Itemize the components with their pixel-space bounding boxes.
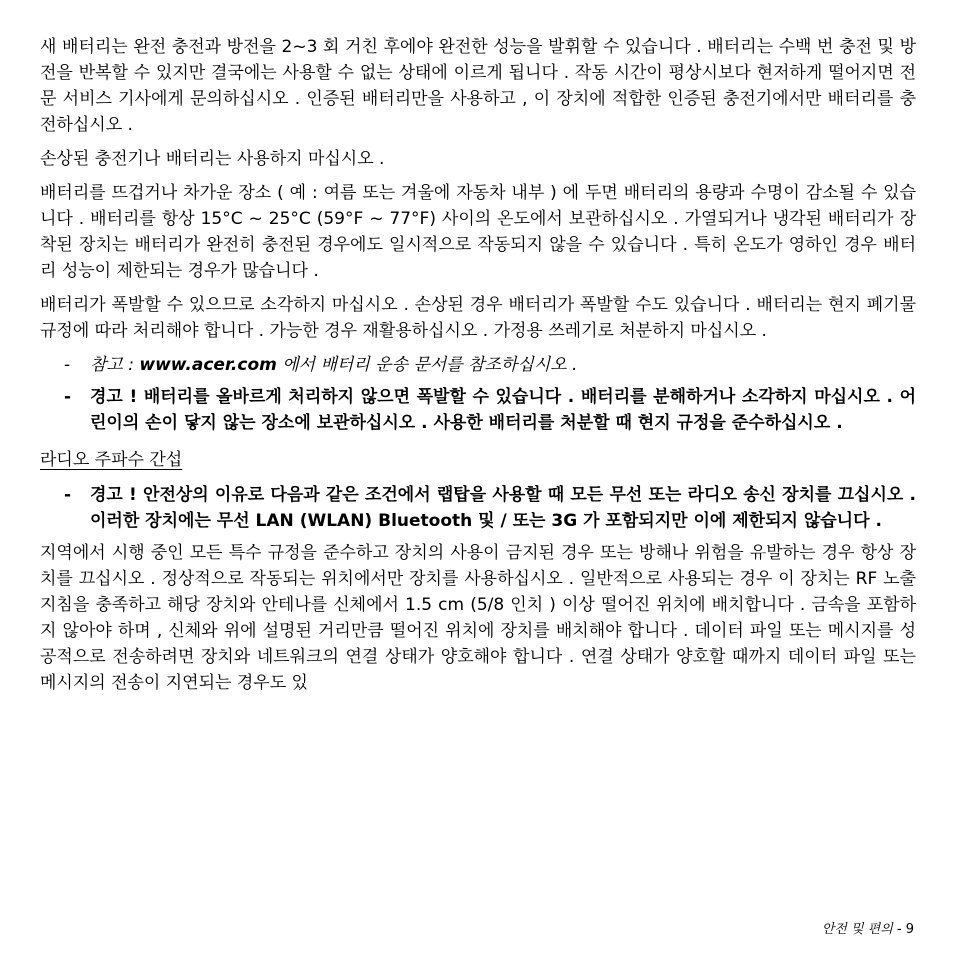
- section-heading-wrapper: [40, 442, 916, 482]
- battery-temperature-paragraph: 배터리를 뜨겁거나 차가운 장소 ( 예 : 여름 또는 겨울에 자동차 내부 ) 에 두면 배터리의 용량과 수명이 감소될 수 있습니다 . 배터리를 항상 15°C ~ 25°C (59°F ~ 77°F) 사이의 온도에서 보관하십시오 . 가열되거나 냉각된 배터리가 장착된 장치는 배터리가 완전히 충전된 경우에도 일시적으로 작동되지 않을 수 있습니다 . 특히 온도가 영하인 경우 배터리 성능이 제한되는 경우가 많습니다 .: [40, 183, 916, 281]
- page-footer: [822, 918, 914, 937]
- radio-warning-text: 경고 ! 안전상의 이유로 다음과 같은 조건에서 랩탑을 사용할 때 모든 무선 또는 라디오 송신 장치를 끄십시오 . 이러한 장치에는 무선 LAN (WLAN) Bluetooth 및 / 또는 3G 가 포함되지만 이에 제한되지 않습니다 .: [90, 485, 916, 531]
- note-label: 참고 :: [90, 355, 140, 375]
- list-dash: -: [64, 355, 71, 375]
- page-number: 9: [905, 922, 914, 937]
- footer-section-title: 안전 및 편의 -: [821, 922, 906, 937]
- note-item: [40, 352, 916, 378]
- document-body: [40, 34, 916, 704]
- rf-exposure-paragraph: 지역에서 시행 중인 모든 특수 규정을 준수하고 장치의 사용이 금지된 경우 또는 방해나 위험을 유발하는 경우 항상 장치를 끄십시오 . 정상적으로 작동되는 위치에서만 장치를 사용하십시오 . 일반적으로 사용되는 경우 이 장치는 RF 노출 지침을 충족하고 해당 장치와 안테나를 신체에서 1.5 cm (5/8 인치 ) 이상 떨어진 위치에 배치합니다 . 금속을 포함하지 않아야 하며 , 신체와 위에 설명된 거리만큼 떨어진 위치에 장치를 배치해야 합니다 . 데이터 파일 또는 메시지를 성공적으로 전송하려면 장치와 네트워크의 연결 상태가 양호해야 합니다 . 연결 상태가 양호할 때까지 데이터 파일 또는 메시지의 전송이 지연되는 경우도 있: [40, 543, 916, 693]
- acer-url: www.acer.com: [139, 355, 277, 375]
- battery-cycle-paragraph: 새 배터리는 완전 충전과 방전을 2~3 회 거친 후에야 완전한 성능을 발휘할 수 있습니다 . 배터리는 수백 번 충전 및 방전을 반복할 수 있지만 결국에는 사용할 수 없는 상태에 이르게 됩니다 . 작동 시간이 평상시보다 현저하게 떨어지면 전문 서비스 기사에게 문의하십시오 . 인증된 배터리만을 사용하고 , 이 장치에 적합한 인증된 충전기에서만 배터리를 충전하십시오 .: [40, 37, 916, 135]
- note-rest: 에서 배터리 운송 문서를 참조하십시오 .: [276, 355, 578, 375]
- battery-disposal-paragraph: 배터리가 폭발할 수 있으므로 소각하지 마십시오 . 손상된 경우 배터리가 폭발할 수도 있습니다 . 배터리는 현지 폐기물 규정에 따라 처리해야 합니다 . 가능한 경우 재활용하십시오 . 가정용 쓰레기로 처분하지 마십시오 .: [40, 295, 916, 341]
- section-heading: 라디오 주파수 간섭: [40, 450, 183, 470]
- radio-warning-item: [40, 482, 916, 534]
- damaged-charger-paragraph: 손상된 충전기나 배터리는 사용하지 마십시오 .: [40, 149, 385, 169]
- list-dash: -: [64, 485, 72, 505]
- battery-warning-text: 경고 ! 배터리를 올바르게 처리하지 않으면 폭발할 수 있습니다 . 배터리를 분해하거나 소각하지 마십시오 . 어린이의 손이 닿지 않는 장소에 보관하십시오 . 사용한 배터리를 처분할 때 현지 규정을 준수하십시오 .: [90, 387, 916, 433]
- battery-warning-item: [40, 384, 916, 436]
- list-dash: -: [64, 387, 72, 407]
- note-text: [90, 352, 916, 378]
